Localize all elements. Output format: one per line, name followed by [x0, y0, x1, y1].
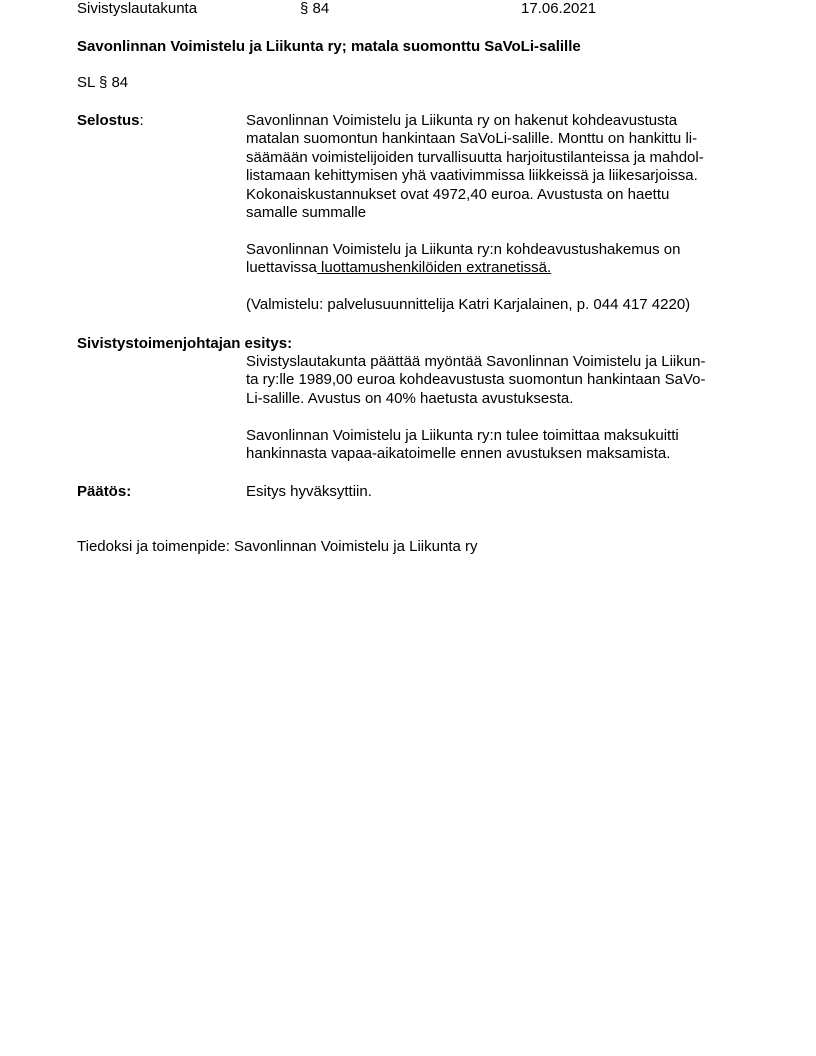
text-segment: luettavissa [246, 259, 317, 277]
header-committee: Sivistyslautakunta [77, 0, 198, 17]
text-line: hankinnasta vapaa-aikatoimelle ennen avustuksen maksamista. [246, 445, 671, 463]
text-line: Savonlinnan Voimistelu ja Liikunta ry on hakenut kohdeavustusta [246, 112, 678, 129]
header-section: § 84 [300, 0, 330, 17]
esitys-paragraph-2 [246, 427, 746, 464]
text-line: säämään voimistelijoiden turvallisuutta harjoitustilanteissa ja mahdol- [246, 148, 704, 166]
selostus-label: Selostus [77, 112, 140, 129]
selostus-paragraph-1 [246, 112, 746, 222]
reference: SL § 84 [77, 74, 129, 91]
text-line: samalle summalle [246, 203, 367, 221]
paatos-text: Esitys hyväksyttiin. [246, 483, 372, 500]
text-line: Kokonaiskustannukset ovat 4972,40 euroa. Avustusta on haettu [246, 185, 670, 203]
header-date: 17.06.2021 [521, 0, 597, 17]
text-line: Savonlinnan Voimistelu ja Liikunta ry:n tulee toimittaa maksukuitti [246, 427, 679, 444]
selostus-paragraph-3 [246, 296, 746, 314]
text-line: Savonlinnan Voimistelu ja Liikunta ry:n kohdeavustushakemus on [246, 241, 681, 258]
text-line: listamaan kehittymisen yhä vaativimmissa liikkeissä ja liikesarjoissa. [246, 167, 698, 185]
document-title: Savonlinnan Voimistelu ja Liikunta ry; matala suomonttu SaVoLi-salille [77, 38, 581, 55]
text-line: Sivistyslautakunta päättää myöntää Savonlinnan Voimistelu ja Liikun- [246, 353, 706, 370]
esitys-label: Sivistystoimenjohtajan esitys: [77, 335, 293, 352]
selostus-colon: : [139, 112, 144, 129]
selostus-paragraph-2 [246, 241, 746, 278]
tiedoksi-line: Tiedoksi ja toimenpide: Savonlinnan Voimistelu ja Liikunta ry [77, 538, 478, 555]
selostus-heading [77, 112, 144, 130]
text-line [246, 259, 746, 277]
text-line: ta ry:lle 1989,00 euroa kohdeavustusta suomontun hankintaan SaVo- [246, 371, 706, 389]
esitys-paragraph-1 [246, 353, 746, 408]
text-line: Li-salille. Avustus on 40% haetusta avustuksesta. [246, 389, 574, 407]
extranet-link[interactable]: luottamushenkilöiden extranetissä. [316, 259, 552, 277]
paatos-label: Päätös: [77, 483, 132, 500]
text-line: (Valmistelu: palvelusuunnittelija Katri Karjalainen, p. 044 417 4220) [246, 296, 691, 313]
text-line: matalan suomontun hankintaan SaVoLi-salille. Monttu on hankittu li- [246, 130, 698, 148]
